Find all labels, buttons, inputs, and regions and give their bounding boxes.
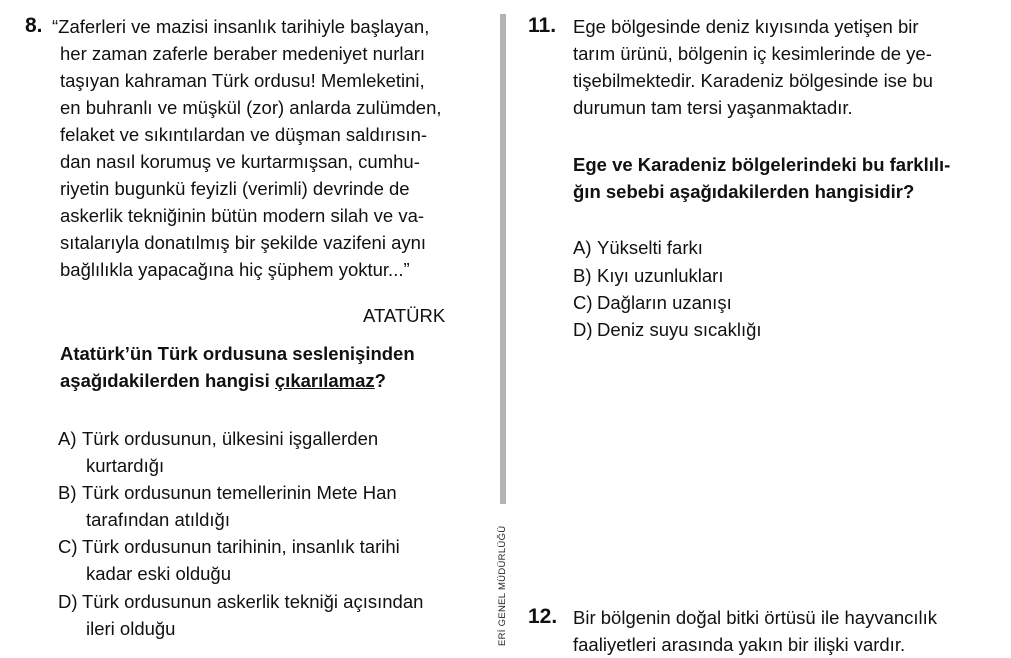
stem-line: tişebilmektedir. Karadeniz bölgesinde ise bu (573, 70, 933, 91)
stem-line: durumun tam tersi yaşanmaktadır. (573, 97, 853, 118)
option-letter: C) (58, 536, 78, 557)
option-b[interactable] (573, 262, 723, 289)
stem-line: tarım ürünü, bölgenin iç kesimlerinde de ye- (573, 43, 932, 64)
column-divider (500, 14, 506, 504)
option-a[interactable] (573, 234, 703, 261)
option-d[interactable] (573, 316, 762, 343)
passage-line: dan nasıl korumuş ve kurtarmışsan, cumhu- (60, 151, 420, 172)
passage-line: en buhranlı ve müşkül (zor) anlarda zulümden, (60, 97, 442, 118)
passage-line: her zaman zaferle beraber medeniyet nurları (60, 43, 426, 64)
option-letter: D) (573, 319, 593, 340)
question-text: Ege ve Karadeniz bölgelerindeki bu farklılı- (573, 154, 951, 175)
option-text: Türk ordusunun temellerinin Mete Han (82, 482, 397, 503)
option-letter: C) (573, 292, 593, 313)
option-letter: A) (58, 428, 77, 449)
option-text: kadar eski olduğu (86, 563, 232, 584)
option-text: Kıyı uzunlukları (597, 265, 724, 286)
question-number: 12. (528, 605, 558, 628)
question-text: Atatürk’ün Türk ordusuna seslenişinden (60, 343, 415, 364)
passage-line: “Zaferleri ve mazisi insanlık tarihiyle başlayan, (52, 16, 430, 37)
passage-line: bağlılıkla yapacağına hiç şüphem yoktur...” (60, 259, 410, 280)
option-text: ileri olduğu (86, 618, 176, 639)
side-label-text: ERİ GENEL MÜDÜRLÜĞÜ (497, 525, 508, 646)
question-number: 11. (528, 14, 557, 37)
option-c[interactable] (573, 289, 732, 316)
passage-author: ATATÜRK (363, 305, 446, 326)
option-text: Deniz suyu sıcaklığı (597, 319, 762, 340)
option-letter: B) (573, 265, 592, 286)
option-text: kurtardığı (86, 455, 165, 476)
passage-line: felaket ve sıkıntılardan ve düşman saldırısın- (60, 124, 428, 145)
passage-line: riyetin bugunkü feyizli (verimli) devrinde de (60, 178, 410, 199)
stem-line: Ege bölgesinde deniz kıyısında yetişen bir (573, 16, 919, 37)
question-text: ğın sebebi aşağıdakilerden hangisidir? (573, 181, 915, 202)
option-letter: B) (58, 482, 77, 503)
question-text: aşağıdakilerden hangisi çıkarılamaz? (60, 370, 386, 391)
passage-line: sıtalarıyla donatılmış bir şekilde vazifeni aynı (60, 232, 427, 253)
question-number: 8. (25, 14, 43, 37)
option-text: Dağların uzanışı (597, 292, 732, 313)
option-text: Türk ordusunun, ülkesini işgallerden (82, 428, 379, 449)
passage-line: taşıyan kahraman Türk ordusu! Memleketini, (60, 70, 425, 91)
option-text: Türk ordusunun askerlik tekniği açısından (82, 591, 424, 612)
option-text: Türk ordusunun tarihinin, insanlık tarihi (82, 536, 400, 557)
option-letter: D) (58, 591, 78, 612)
question-8 (0, 0, 495, 646)
emphasis-underline: çıkarılamaz (274, 370, 375, 391)
stem-line: faaliyetleri arasında yakın bir ilişki vardır. (573, 634, 906, 655)
option-text: tarafından atıldığı (86, 509, 230, 530)
stem-line: Bir bölgenin doğal bitki örtüsü ile hayvancılık (573, 607, 938, 628)
side-label (496, 510, 510, 646)
option-text: Yükselti farkı (597, 237, 703, 258)
passage-line: askerlik tekniğinin bütün modern silah ve va- (60, 205, 425, 226)
option-letter: A) (573, 237, 592, 258)
